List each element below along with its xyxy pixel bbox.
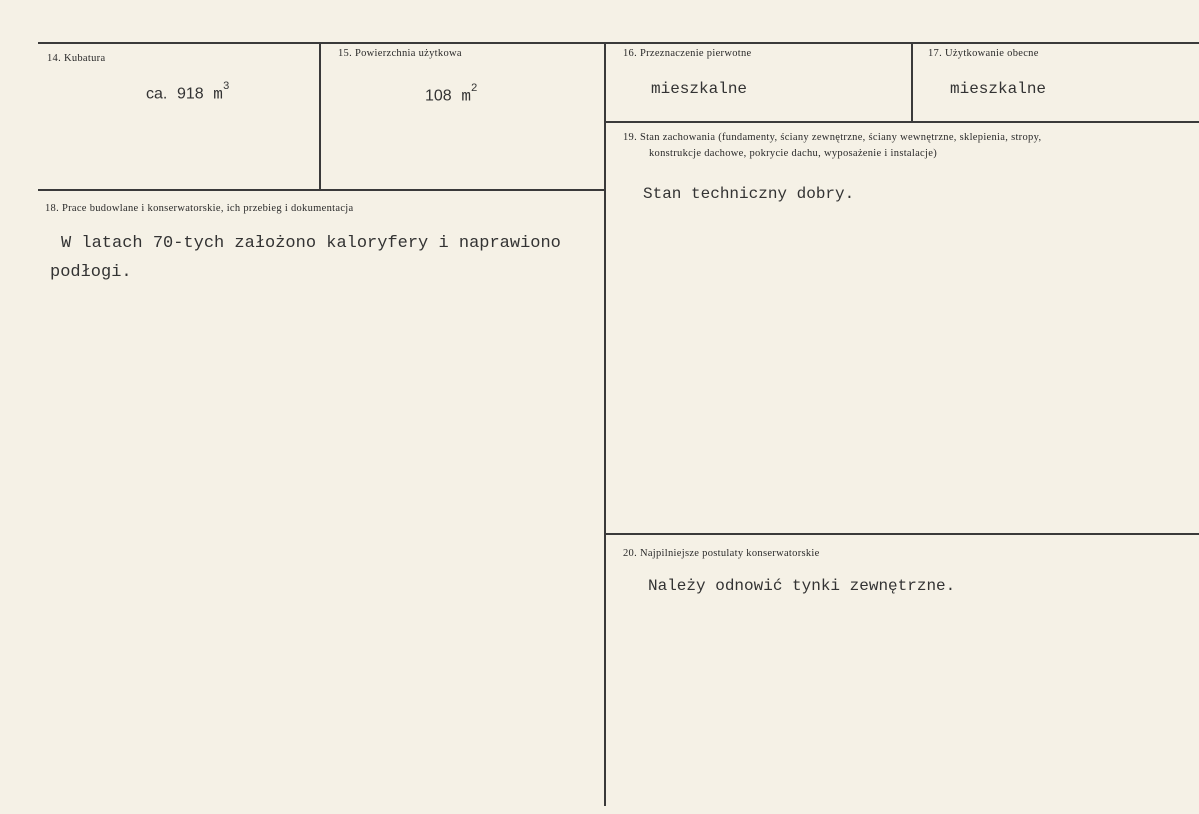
field-14-number: 918 bbox=[176, 85, 204, 103]
divider-16-17 bbox=[911, 42, 913, 122]
field-17-value: mieszkalne bbox=[950, 80, 1047, 98]
field-15-value bbox=[425, 83, 478, 106]
field-15-number: 108 bbox=[425, 87, 452, 105]
field-16-value: mieszkalne bbox=[651, 80, 748, 98]
field-18-label: 18. Prace budowlane i konserwatorskie, ich przebieg i dokumentacja bbox=[45, 203, 354, 214]
field-14-label: 14. Kubatura bbox=[47, 53, 106, 64]
field-14-exponent: 3 bbox=[222, 81, 230, 93]
border-under-16-17 bbox=[604, 121, 1199, 123]
field-14-prefix: ca. bbox=[146, 85, 168, 103]
field-19-label bbox=[623, 130, 1041, 162]
field-20-value: Należy odnowić tynki zewnętrzne. bbox=[648, 577, 956, 595]
field-15-exponent: 2 bbox=[470, 83, 478, 95]
field-19-label-line-1: 19. Stan zachowania (fundamenty, ściany zewnętrzne, ściany wewnętrzne, sklepienia, stropy, bbox=[623, 132, 1042, 143]
field-17-label: 17. Użytkowanie obecne bbox=[928, 48, 1039, 59]
field-19-label-line-2: konstrukcje dachowe, pokrycie dachu, wyposażenie i instalacje) bbox=[649, 148, 937, 159]
field-16-label: 16. Przeznaczenie pierwotne bbox=[623, 48, 752, 59]
field-14-value bbox=[146, 81, 230, 104]
top-border bbox=[38, 42, 1199, 44]
divider-left-right bbox=[604, 42, 606, 806]
divider-14-15 bbox=[319, 42, 321, 191]
field-14-unit: m bbox=[213, 85, 223, 104]
border-under-19 bbox=[604, 533, 1199, 535]
field-18-line-1: W latach 70-tych założono kaloryfery i naprawiono bbox=[61, 234, 561, 253]
field-18-line-2: podłogi. bbox=[50, 263, 132, 282]
field-18-value bbox=[50, 229, 561, 287]
field-19-value: Stan techniczny dobry. bbox=[643, 185, 855, 203]
field-20-label: 20. Najpilniejsze postulaty konserwatorskie bbox=[623, 548, 820, 559]
field-15-unit: m bbox=[461, 87, 471, 106]
border-under-14-15 bbox=[38, 189, 606, 191]
field-15-label: 15. Powierzchnia użytkowa bbox=[338, 48, 462, 59]
